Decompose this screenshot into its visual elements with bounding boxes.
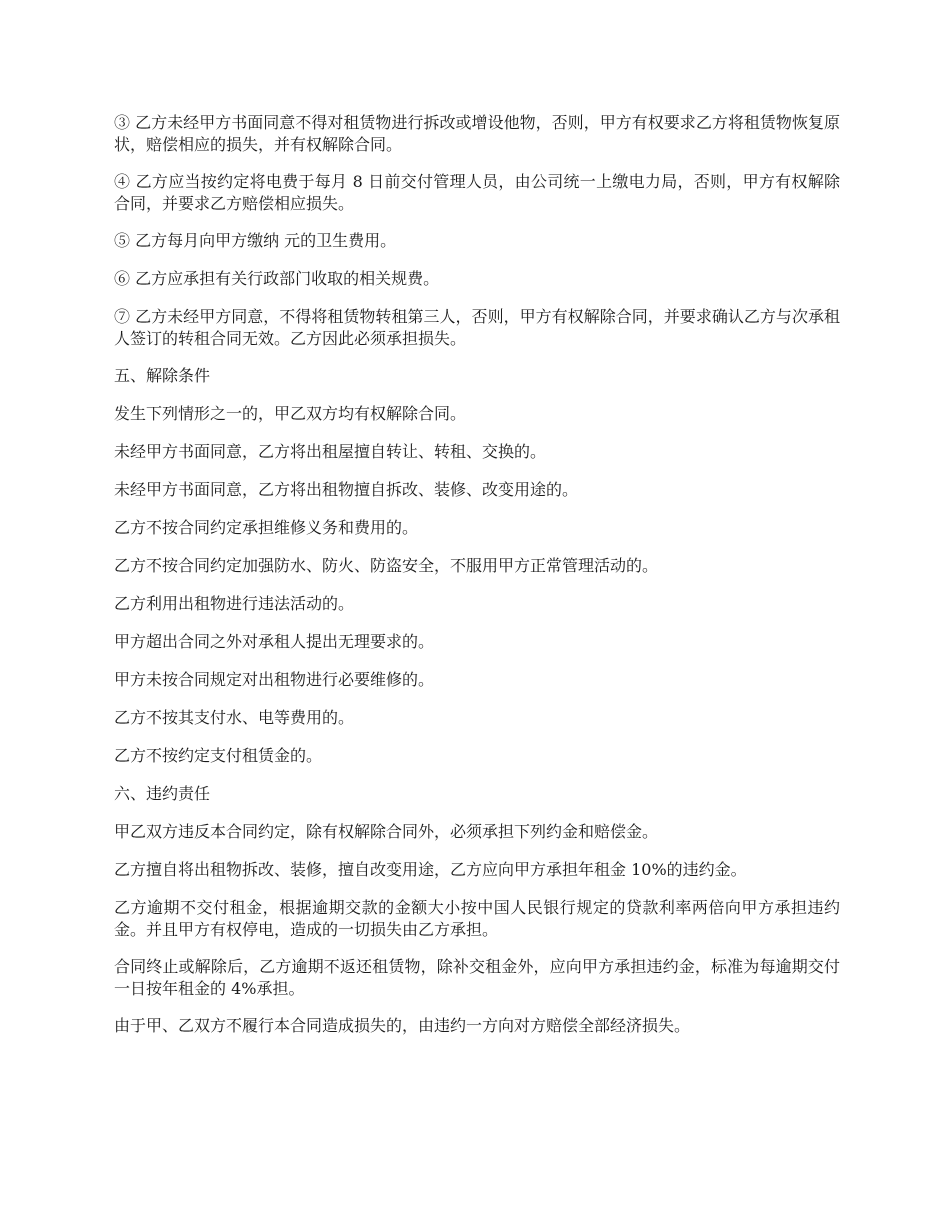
liability-item: 由于甲、乙双方不履行本合同造成损失的，由违约一方向对方赔偿全部经济损失。: [114, 1016, 691, 1035]
termination-item: 乙方不按合同约定承担维修义务和费用的。: [114, 518, 419, 537]
termination-item: 乙方不按约定支付租赁金的。: [114, 746, 323, 765]
section-heading-liability: 六、违约责任: [114, 784, 211, 803]
liability-item: 乙方逾期不交付租金，根据逾期交款的金额大小按中国人民银行规定的贷款利率两倍向甲方承担违约金。并且甲方有权停电，造成的一切损失由乙方承担。: [114, 898, 840, 939]
termination-item: 乙方不按其支付水、电等费用的。: [114, 708, 355, 727]
clause-3: ③ 乙方未经甲方书面同意不得对租赁物进行拆改或增设他物，否则，甲方有权要求乙方将租赁物恢复原状，赔偿相应的损失，并有权解除合同。: [114, 113, 840, 154]
termination-item: 乙方不按合同约定加强防水、防火、防盗安全，不服用甲方正常管理活动的。: [114, 556, 659, 575]
liability-item: 乙方擅自将出租物拆改、装修，擅自改变用途，乙方应向甲方承担年租金 10%的违约金。: [114, 860, 747, 879]
clause-7: ⑦ 乙方未经甲方同意，不得将租赁物转租第三人，否则，甲方有权解除合同，并要求确认乙方与次承租人签订的转租合同无效。乙方因此必须承担损失。: [114, 307, 840, 348]
clause-6: ⑥ 乙方应承担有关行政部门收取的相关规费。: [114, 269, 440, 288]
termination-item: 未经甲方书面同意，乙方将出租物擅自拆改、装修、改变用途的。: [114, 480, 579, 499]
termination-item: 甲方超出合同之外对承租人提出无理要求的。: [114, 632, 435, 651]
liability-intro: 甲乙双方违反本合同约定，除有权解除合同外，必须承担下列约金和赔偿金。: [114, 822, 659, 841]
clause-5: ⑤ 乙方每月向甲方缴纳 元的卫生费用。: [114, 231, 397, 250]
liability-item: 合同终止或解除后，乙方逾期不返还租赁物，除补交租金外，应向甲方承担违约金，标准为每逾期交付一日按年租金的 4%承担。: [114, 957, 840, 998]
termination-item: 甲方未按合同规定对出租物进行必要维修的。: [114, 670, 435, 689]
termination-item: 未经甲方书面同意，乙方将出租屋擅自转让、转租、交换的。: [114, 442, 547, 461]
termination-intro: 发生下列情形之一的，甲乙双方均有权解除合同。: [114, 404, 467, 423]
document-body: [114, 112, 840, 1053]
section-heading-termination: 五、解除条件: [114, 366, 211, 385]
termination-item: 乙方利用出租物进行违法活动的。: [114, 594, 355, 613]
clause-4: ④ 乙方应当按约定将电费于每月 8 日前交付管理人员，由公司统一上缴电力局，否则，甲方有权解除合同，并要求乙方赔偿相应损失。: [114, 172, 840, 213]
